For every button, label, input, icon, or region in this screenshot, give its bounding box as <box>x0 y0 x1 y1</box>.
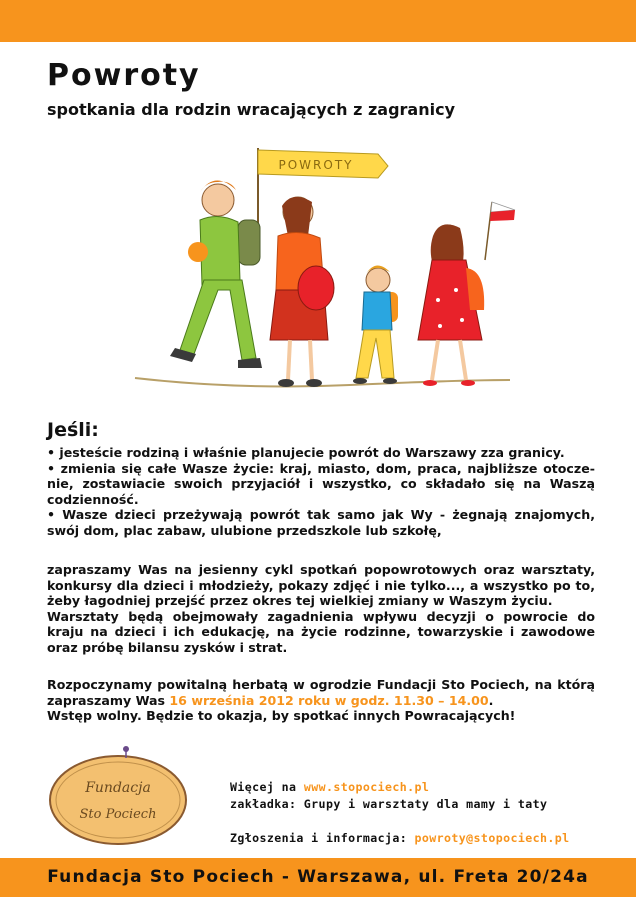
family-illustration <box>120 140 520 405</box>
applications-line <box>230 830 570 847</box>
bullet-item: • jesteście rodziną i właśnie planujecie powrót do Warszawy zza granicy. <box>47 445 565 460</box>
event-block <box>47 677 595 724</box>
red-bag <box>298 266 334 310</box>
father-figure <box>170 180 262 368</box>
website-line <box>230 779 570 796</box>
logo-text-line1: Fundacja <box>85 780 151 796</box>
intro-bullets <box>47 445 595 539</box>
fundacja-sto-pociech-logo <box>46 744 190 848</box>
tab-line: zakładka: Grupy i warsztaty dla mamy i taty <box>230 797 548 811</box>
event-paragraph <box>47 677 595 708</box>
workshops-paragraph: Warsztaty będą obejmowały zagadnienia wpływu decyzji o powrocie do kraju na dzieci i ich edukację, na życie rodzinne, towarzyskie i zawodowe oraz próbę bilansu zysków i strat. <box>47 608 595 655</box>
mother-figure <box>270 197 334 387</box>
bullet-item: • Wasze dzieci przeżywają powrót tak samo jak Wy - żegnają znajomych, swój dom, plac zabaw, ulubione przedszkole lub szkołę, <box>47 507 595 538</box>
boy-figure <box>353 265 398 384</box>
event-text-before: Rozpoczynamy powitalną herbatą w ogrodzie Fundacji Sto Pociech, na którą zapraszamy Was <box>47 677 595 708</box>
page-subtitle: spotkania dla rodzin wracających z zagranicy <box>47 100 456 119</box>
event-text-after: . <box>488 692 494 708</box>
invitation-block <box>47 562 595 656</box>
ground-line <box>135 378 510 386</box>
applications-label: Zgłoszenia i informacja: <box>230 831 415 845</box>
free-entry-line: Wstęp wolny. Będzie to okazja, by spotkać innych Powracających! <box>47 708 516 724</box>
footer-address: Fundacja Sto Pociech - Warszawa, ul. Freta 20/24a <box>47 867 589 887</box>
top-accent-bar <box>0 0 636 42</box>
invitation-paragraph: zapraszamy Was na jesienny cykl spotkań popowrotowych oraz warsztaty, konkursy dla dzieci i młodzieży, pokazy zdjęć i nie tylko..., a wszystko po to, żeby łagodniej przejść przez okres tej wielkiej zmiany w Waszym życiu. <box>47 562 595 609</box>
website-link[interactable]: www.stopociech.pl <box>303 780 430 794</box>
section-heading-jesli: Jeśli: <box>47 419 99 441</box>
website-label: Więcej na <box>230 780 304 794</box>
banner-text: POWROTY <box>278 158 354 172</box>
teddy-bear-orange <box>188 242 208 262</box>
contact-info <box>230 779 570 847</box>
page-title: Powroty <box>47 58 201 93</box>
email-link[interactable]: powroty@stopociech.pl <box>414 831 570 845</box>
girl-figure <box>418 224 484 386</box>
event-date: 16 września 2012 roku w godz. 11.30 – 14.00 <box>169 692 489 708</box>
bullet-item: • zmienia się całe Wasze życie: kraj, miasto, dom, praca, najbliższe otocze-nie, zostawiacie swoich przyjaciół i wszystko, co składało się na Waszą codzienność. <box>47 460 595 507</box>
logo-text-line2: Sto Pociech <box>79 807 157 822</box>
